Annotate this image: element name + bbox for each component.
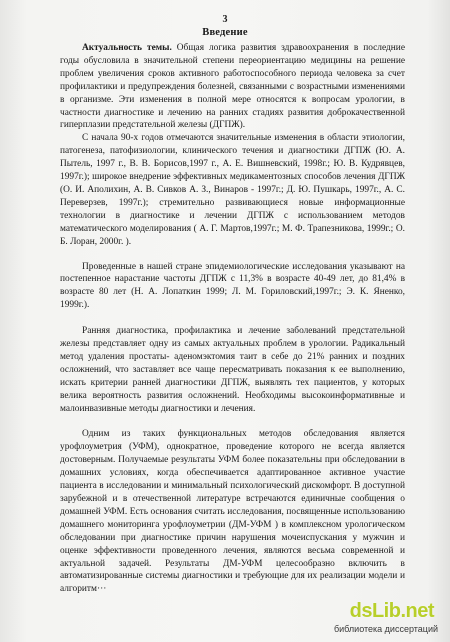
watermark-logo: dsLib.net xyxy=(349,600,434,622)
watermark-subtitle: библиотека диссертаций xyxy=(333,624,438,634)
paragraph-early-diagnosis: Ранняя диагностика, профилактика и лечение заболеваний предстательной железы представляет одну из самых актуальных проблем в урологии. Радикальный метод удаления простаты- аденомэктомия таит в себе до 21% ранних и поздних осложнений, что заставляет все чаще пересматривать показания к ее выполнению, искать критерии ранней диагностики ДГПЖ, выявлять тех пациентов, у которых велика вероятность развития осложнений. Необходимы высокоинформативные и малоинвазивные методы диагностики и лечения. xyxy=(60,326,405,414)
body-text xyxy=(60,42,405,596)
paragraph-epidemiology: Проведенные в нашей стране эпидемиологические исследования указывают на постепенное нарастание частоты ДГПЖ с 11,3% в возрасте 40-49 лет, до 81,4% в возрасте 80 лет (Н. А. Лопаткин 1999; Л. М. Гориловский,1997г.; Э. К. Яненко, 1999г.). xyxy=(60,261,405,311)
section-title: Введение xyxy=(202,27,248,38)
paragraph-relevance-text: Общая логика развития здравоохранения в последние годы обусловила в значительной степени переориентацию медицины на решение проблем увеличения сроков активного работоспособного периода человека за счет профилактики и предупреждения болезней, связанными с возрастными изменениями в организме. Эти изменения в полной мере относятся к вопросам урологии, в частности диагностике и лечению на ранних стадиях развития доброкачественной гиперплазии предстательной железы (ДГПЖ). xyxy=(60,43,405,131)
paragraph-relevance xyxy=(60,42,405,132)
relevance-heading: Актуальность темы. xyxy=(82,43,172,53)
site-watermark[interactable] xyxy=(322,600,442,636)
page-number: 3 xyxy=(222,14,228,25)
paragraph-uroflowmetry: Одним из таких функциональных методов обследования является урофлоуметрия (УФМ), однократное, проведение которого не всегда является достоверным. Получаемые результаты УФМ более показательны при обследовании в домашних условиях, когда обеспечивается адаптированное активное участие пациента в исследовании и минимальный психологический дискомфорт. В доступной зарубежной и в отечественной литературе встречаются единичные сообщения о домашней УФМ. Есть основания считать исследования, посвященные использованию домашнего мониторинга урофлоуметрии (ДМ-УФМ ) в комплексном урологическом обследовании при диагностике причин нарушения мочеиспускания у мужчин и оценке эффективности проведенного лечения, являются весьма современной и актуальной задачей. Результаты ДМ-УФМ целесообразно включить в автоматизированные системы диагностики и требующие для их реализации модели и алгоритм··· xyxy=(60,429,405,595)
paragraph-research-history: С начала 90-х годов отмечаются значительные изменения в области этиологии, патогенеза, патофизиологии, клинического течения и диагностики ДГПЖ (Ю. А. Пытель, 1997 г., В. В. Борисов,1997 г., А. Е. Вишневский, 1998г.; Ю. В. Кудрявцев, 1997г.); широкое внедрение эффективных медикаментозных способов лечения ДГПЖ (О. И. Аполихин, А. В. Сивков А. З., Винаров - 1997г.; Д. Ю. Пушкарь, 1997г., А. С. Переверзев, 1997г.); стремительно развивающиеся новые информационные технологии в диагностике и лечении ДГПЖ с использованием методов математического моделирования ( А. Г. Мартов,1997г.; М. Ф. Трапезникова, 1999г.; О. Б. Лоран, 2000г. ). xyxy=(60,133,405,247)
